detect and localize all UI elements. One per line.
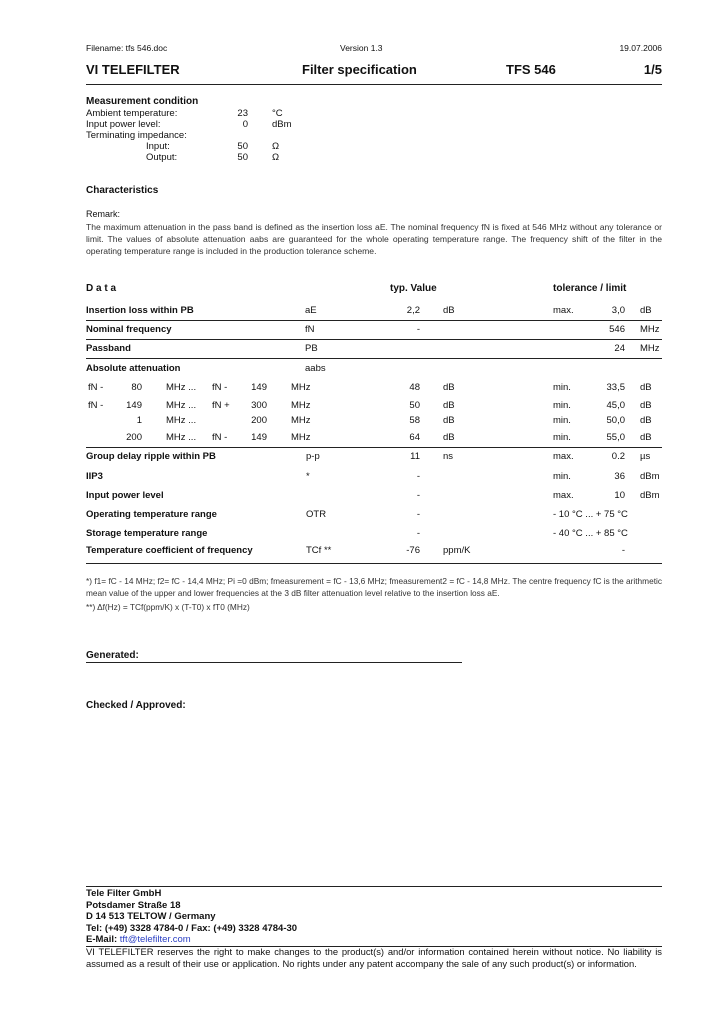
atten-typ: 50 bbox=[409, 400, 420, 411]
row-typ-value: -76 bbox=[406, 545, 420, 556]
row-label: Storage temperature range bbox=[86, 528, 208, 539]
atten-typ: 58 bbox=[409, 415, 420, 426]
row-typ-unit: dB bbox=[443, 305, 455, 316]
freq-unit: MHz ... bbox=[166, 432, 197, 443]
row-limit-value: 36 bbox=[614, 471, 625, 482]
measurement-label: Output: bbox=[146, 152, 178, 163]
row-label: Operating temperature range bbox=[86, 509, 217, 520]
freq-to: 200 bbox=[251, 415, 267, 426]
row-label: Group delay ripple within PB bbox=[86, 451, 216, 462]
atten-limit-unit: dB bbox=[640, 382, 652, 393]
generated-label: Generated: bbox=[86, 650, 139, 661]
measurement-value: 50 bbox=[237, 152, 248, 163]
freq-ref: fN - bbox=[212, 432, 228, 443]
row-typ-value: - bbox=[416, 528, 420, 539]
atten-typ: 64 bbox=[409, 432, 420, 443]
email-label: E-Mail: bbox=[86, 934, 118, 945]
data-title: D a t a bbox=[86, 283, 117, 294]
row-label: Absolute attenuation bbox=[86, 363, 181, 374]
row-label: Insertion loss within PB bbox=[86, 305, 194, 316]
row-limit-value: 24 bbox=[614, 343, 625, 354]
freq-ref: fN - bbox=[88, 400, 104, 411]
row-symbol: aabs bbox=[305, 363, 326, 374]
freq-from: 1 bbox=[136, 415, 142, 426]
row-limit-unit: µs bbox=[640, 451, 651, 462]
col-typ-header: typ. Value bbox=[390, 283, 437, 294]
page-number: 1/5 bbox=[643, 62, 662, 77]
row-limit-kind: - 10 °C ... + 75 °C bbox=[553, 509, 628, 520]
measurement-label: Ambient temperature: bbox=[86, 108, 178, 119]
freq-ref: fN + bbox=[212, 400, 230, 411]
row-symbol: PB bbox=[305, 343, 318, 354]
atten-unit: dB bbox=[443, 382, 455, 393]
atten-typ: 48 bbox=[409, 382, 420, 393]
row-limit-unit: dB bbox=[640, 305, 652, 316]
row-symbol: aE bbox=[305, 305, 317, 316]
freq-unit: MHz bbox=[291, 432, 311, 443]
atten-limit: 50,0 bbox=[606, 415, 625, 426]
freq-unit: MHz ... bbox=[166, 382, 197, 393]
freq-to: 149 bbox=[251, 382, 267, 393]
row-label: Passband bbox=[86, 343, 131, 354]
row-limit-unit: dBm bbox=[640, 471, 660, 482]
row-label: Input power level bbox=[86, 490, 164, 501]
divider bbox=[86, 339, 662, 340]
characteristics-title: Characteristics bbox=[86, 185, 159, 196]
row-limit-unit: MHz bbox=[640, 324, 660, 335]
row-limit-kind: max. bbox=[553, 305, 574, 316]
measurement-label: Input: bbox=[146, 141, 170, 152]
row-symbol: OTR bbox=[306, 509, 327, 520]
measurement-value: 50 bbox=[237, 141, 248, 152]
divider bbox=[86, 447, 662, 448]
freq-unit: MHz ... bbox=[166, 415, 197, 426]
col-tolerance-header: tolerance / limit bbox=[553, 283, 627, 294]
freq-ref: fN - bbox=[212, 382, 228, 393]
divider bbox=[86, 358, 662, 359]
row-limit-value: 10 bbox=[614, 490, 625, 501]
atten-limit-kind: min. bbox=[553, 432, 571, 443]
measurement-value: 0 bbox=[242, 119, 248, 130]
row-typ-value: 2,2 bbox=[406, 305, 420, 316]
company-address bbox=[86, 888, 297, 946]
measurement-unit: °C bbox=[272, 108, 283, 119]
atten-unit: dB bbox=[443, 415, 455, 426]
remark-text: The maximum attenuation in the pass band is defined as the insertion loss aE. The nominal frequency fN is fixed at 546 MHz without any tolerance or limit. The values of absolute attenuation aabs are guaranteed for the whole operating temperature range. The frequency shift of the filter in the operating temperature range is included in the production tolerance scheme. bbox=[86, 222, 662, 256]
atten-limit-unit: dB bbox=[640, 432, 652, 443]
freq-unit: MHz bbox=[291, 382, 311, 393]
remark-label: Remark: bbox=[86, 209, 121, 219]
freq-to: 300 bbox=[251, 400, 267, 411]
freq-from: 149 bbox=[126, 400, 142, 411]
row-limit-kind: max. bbox=[553, 490, 574, 501]
atten-limit: 45,0 bbox=[606, 400, 625, 411]
row-label: IIP3 bbox=[86, 471, 103, 482]
measurement-unit: Ω bbox=[272, 152, 280, 163]
row-limit-value: 3,0 bbox=[611, 305, 625, 316]
row-symbol: TCf ** bbox=[306, 545, 332, 556]
measurement-title: Measurement condition bbox=[86, 96, 199, 107]
signature-line bbox=[86, 662, 462, 663]
row-typ-unit: ns bbox=[443, 451, 454, 462]
measurement-unit: dBm bbox=[272, 119, 292, 130]
atten-limit-unit: dB bbox=[640, 415, 652, 426]
brand-logo: VI TELEFILTER bbox=[86, 62, 180, 77]
row-symbol: fN bbox=[305, 324, 315, 335]
row-limit-kind: min. bbox=[553, 471, 571, 482]
freq-unit: MHz bbox=[291, 400, 311, 411]
row-label: Nominal frequency bbox=[86, 324, 172, 335]
row-typ-value: 11 bbox=[410, 451, 420, 462]
part-number: TFS 546 bbox=[506, 62, 556, 77]
footnote-1: *) f1= fC - 14 MHz; f2= fC - 14,4 MHz; Pi =0 dBm; fmeasurement = fC - 13,6 MHz; fmeasurement2 = fC - 14,8 MHz. The centre frequency fC is the arithmetic mean value of the upper and lower frequencies at the 3 dB filter attenuation level relative to the insertion loss aE. bbox=[86, 576, 662, 598]
freq-to: 149 bbox=[251, 432, 267, 443]
row-typ-unit: ppm/K bbox=[443, 545, 471, 556]
freq-unit: MHz bbox=[291, 415, 311, 426]
disclaimer: VI TELEFILTER reserves the right to make changes to the product(s) and/or information contained herein without notice. No liability is assumed as a result of their use or application. No rights under any patent accompany the sale of any such product(s) or information. bbox=[86, 946, 662, 969]
company-name: Tele Filter GmbH bbox=[86, 888, 162, 899]
freq-from: 200 bbox=[126, 432, 142, 443]
doc-title: Filter specification bbox=[302, 62, 417, 77]
freq-unit: MHz ... bbox=[166, 400, 197, 411]
divider bbox=[86, 886, 662, 887]
row-label: Temperature coefficient of frequency bbox=[86, 545, 253, 556]
freq-from: 80 bbox=[131, 382, 142, 393]
phone: Tel: (+49) 3328 4784-0 / Fax: (+49) 3328 4784-30 bbox=[86, 922, 298, 934]
divider bbox=[86, 320, 662, 321]
measurement-value: 23 bbox=[237, 108, 248, 119]
row-limit-kind: - 40 °C ... + 85 °C bbox=[553, 528, 628, 539]
freq-ref: fN - bbox=[88, 382, 104, 393]
version: Version 1.3 bbox=[340, 43, 383, 53]
atten-limit-kind: min. bbox=[553, 400, 571, 411]
email-link[interactable]: tft@telefilter.com bbox=[119, 934, 191, 945]
row-typ-value: - bbox=[416, 509, 420, 520]
filename: Filename: tfs 546.doc bbox=[86, 43, 168, 53]
atten-unit: dB bbox=[443, 432, 455, 443]
divider bbox=[86, 84, 662, 85]
row-limit-value: - bbox=[621, 545, 625, 556]
measurement-unit: Ω bbox=[272, 141, 280, 152]
row-typ-value: - bbox=[416, 490, 420, 501]
measurement-label: Input power level: bbox=[86, 119, 161, 130]
row-symbol: p-p bbox=[306, 451, 320, 462]
measurement-label: Terminating impedance: bbox=[86, 130, 187, 141]
atten-limit-unit: dB bbox=[640, 400, 652, 411]
row-limit-value: 546 bbox=[609, 324, 625, 335]
city: D 14 513 TELTOW / Germany bbox=[86, 911, 216, 922]
row-symbol: * bbox=[306, 471, 310, 482]
street: Potsdamer Straße 18 bbox=[86, 899, 181, 911]
checked-label: Checked / Approved: bbox=[86, 700, 186, 711]
divider bbox=[86, 563, 662, 564]
row-typ-value: - bbox=[416, 324, 420, 335]
row-typ-value: - bbox=[416, 471, 420, 482]
atten-unit: dB bbox=[443, 400, 455, 411]
atten-limit-kind: min. bbox=[553, 415, 571, 426]
atten-limit: 55,0 bbox=[606, 432, 625, 443]
row-limit-kind: max. bbox=[553, 451, 574, 462]
atten-limit: 33,5 bbox=[606, 382, 625, 393]
row-limit-unit: MHz bbox=[640, 343, 660, 354]
row-limit-unit: dBm bbox=[640, 490, 660, 501]
atten-limit-kind: min. bbox=[553, 382, 571, 393]
date: 19.07.2006 bbox=[619, 43, 662, 53]
footnote-2: **) Δf(Hz) = TCf(ppm/K) x (T-T0) x fT0 (MHz) bbox=[86, 602, 250, 612]
row-limit-value: 0.2 bbox=[611, 451, 625, 462]
